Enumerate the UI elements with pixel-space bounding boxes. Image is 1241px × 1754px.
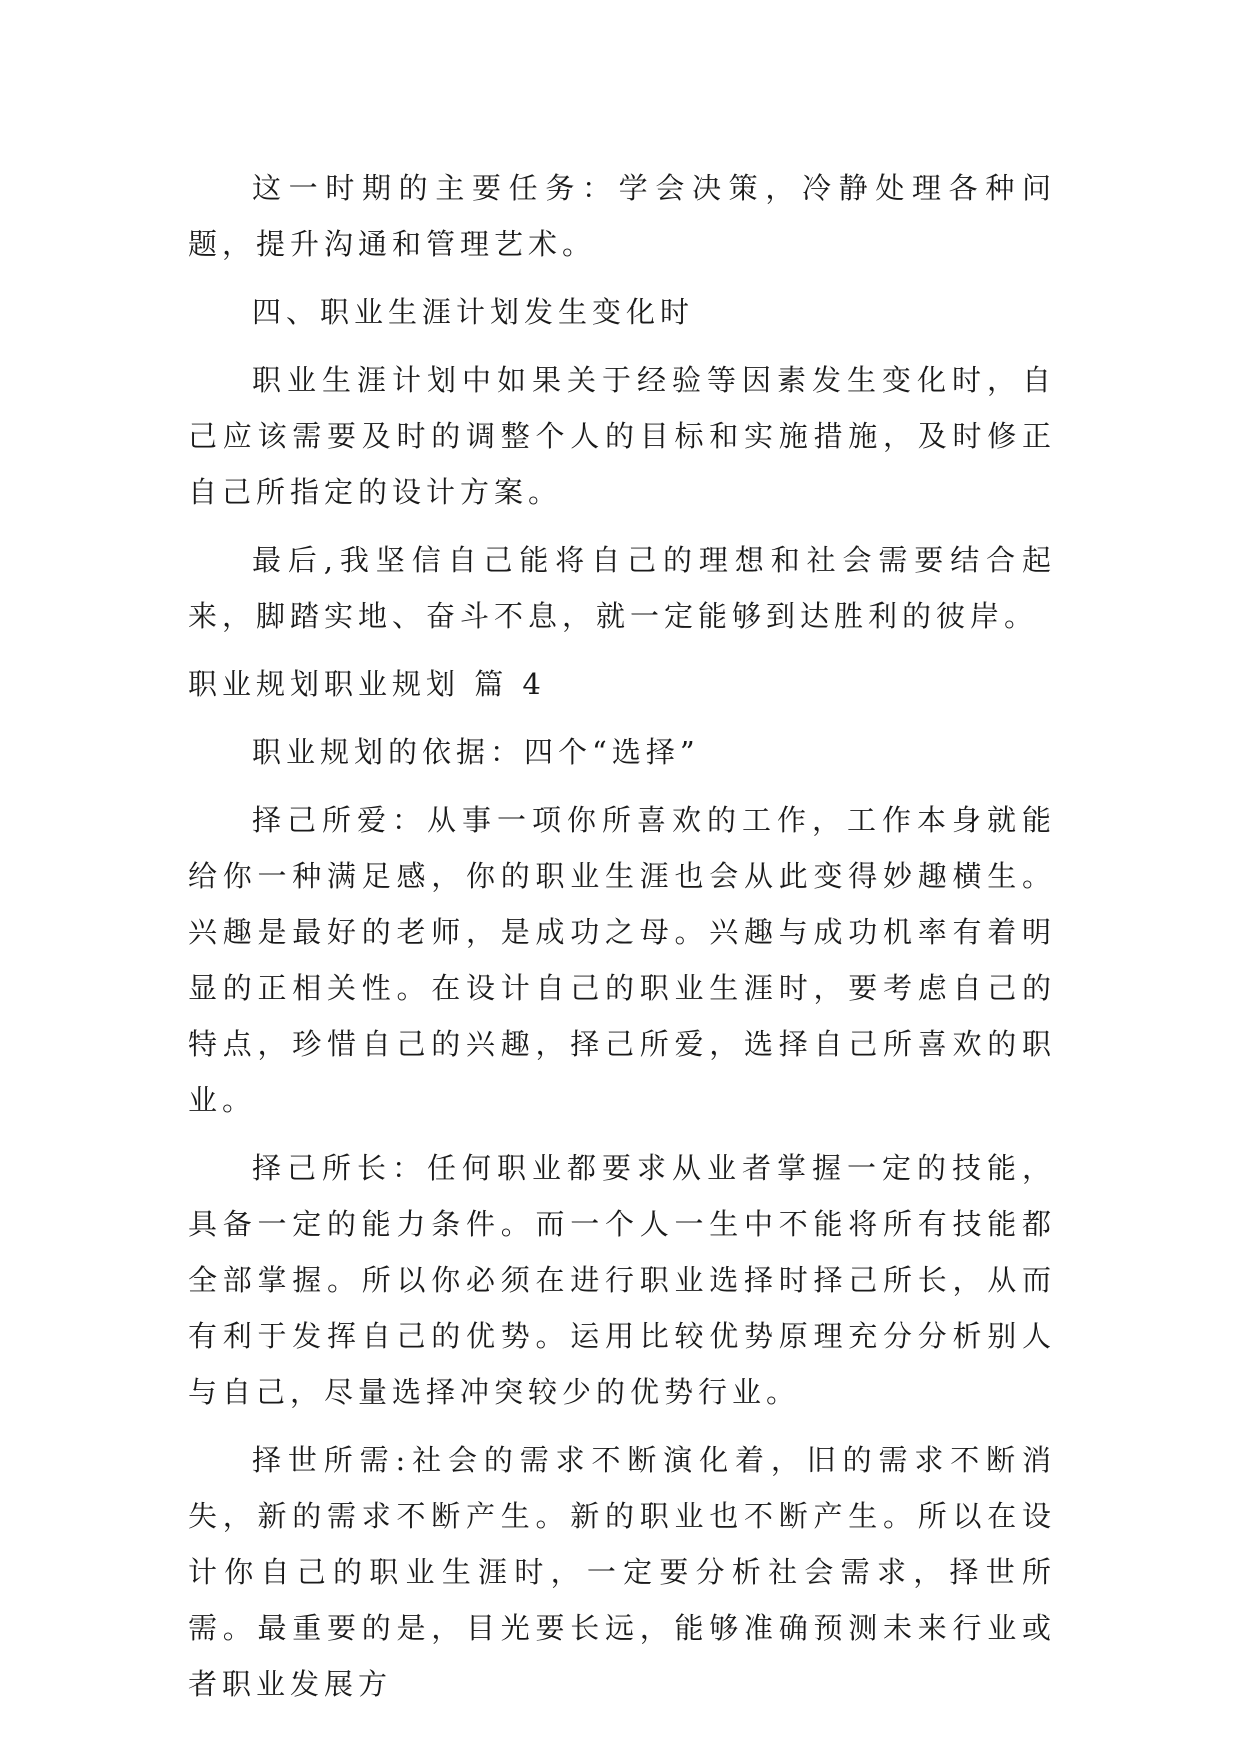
paragraph-conclusion: 最后,我坚信自己能将自己的理想和社会需要结合起来，脚踏实地、奋斗不息，就一定能够到达胜利的彼岸。 bbox=[188, 543, 1056, 633]
paragraph-choose-love: 择己所爱：从事一项你所喜欢的工作，工作本身就能给你一种满足感，你的职业生涯也会从此变得妙趣横生。兴趣是最好的老师，是成功之母。兴趣与成功机率有着明显的正相关性。在设计自己的职业生涯时，要考虑自己的特点，珍惜自己的兴趣，择己所爱，选择自己所喜欢的职业。 bbox=[188, 803, 1056, 1117]
paragraph-basis: 职业规划的依据：四个“选择” bbox=[252, 735, 700, 769]
paragraph-choose-strength: 择己所长：任何职业都要求从业者掌握一定的技能，具备一定的能力条件。而一个人一生中不能将所有技能都全部掌握。所以你必须在进行职业选择时择己所长，从而有利于发挥自己的优势。运用比较优势原理充分分析别人与自己，尽量选择冲突较少的优势行业。 bbox=[188, 1151, 1056, 1409]
section-heading-plan-change: 四、职业生涯计划发生变化时 bbox=[252, 295, 695, 329]
document-page bbox=[188, 160, 1056, 1724]
article-heading: 职业规划职业规划 篇 4 bbox=[188, 667, 546, 701]
paragraph-main-task: 这一时期的主要任务：学会决策，冷静处理各种问题，提升沟通和管理艺术。 bbox=[188, 171, 1056, 261]
paragraph-choose-need: 择世所需:社会的需求不断演化着，旧的需求不断消失，新的需求不断产生。新的职业也不断产生。所以在设计你自己的职业生涯时，一定要分析社会需求，择世所需。最重要的是，目光要长远，能够准确预测未来行业或者职业发展方 bbox=[188, 1443, 1056, 1701]
paragraph-plan-change: 职业生涯计划中如果关于经验等因素发生变化时，自己应该需要及时的调整个人的目标和实施措施，及时修正自己所指定的设计方案。 bbox=[188, 363, 1056, 509]
